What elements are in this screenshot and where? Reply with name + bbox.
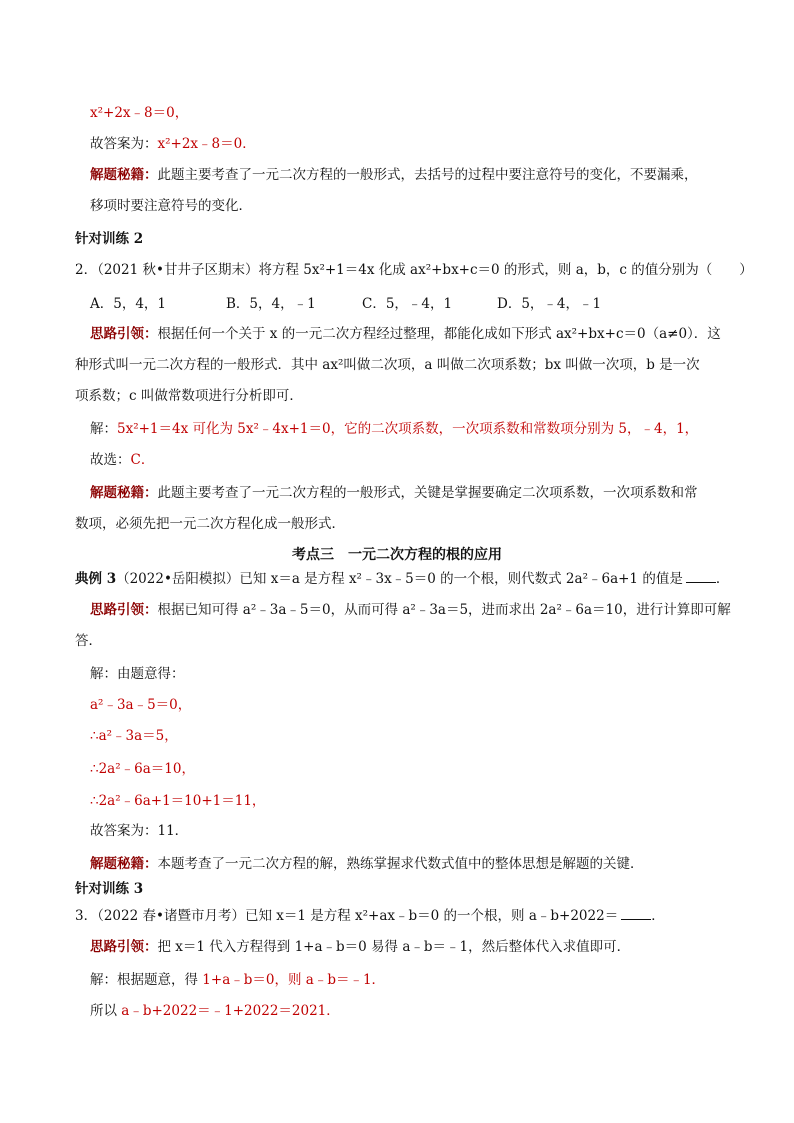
- example-end: ．: [715, 571, 730, 587]
- hint-label: 思路引领：: [90, 326, 158, 342]
- option-d: D．5，﹣4，﹣1: [497, 296, 602, 312]
- solution-3-line-2: a²﹣3a﹣5＝0，: [90, 697, 192, 713]
- secret-2-line-2: 数项，必须先把一元二次方程化成一般形式．: [75, 516, 345, 532]
- training-2-title: 针对训练 2: [75, 231, 144, 247]
- secret-label: 解题秘籍：: [90, 485, 158, 501]
- solution-3-line-1: 解：由题意得：: [90, 666, 185, 682]
- question-end: ．: [651, 908, 665, 924]
- final-text: a﹣b+2022＝﹣1+2022＝2021．: [121, 1003, 340, 1019]
- solution-3-line-6: 故答案为：11．: [90, 823, 189, 839]
- section-heading: 考点三 一元二次方程的根的应用: [292, 547, 502, 563]
- final-q3: [90, 1002, 340, 1020]
- answer-blank: [621, 907, 651, 920]
- hint-label: 思路引领：: [90, 602, 158, 618]
- solution-2: [90, 420, 698, 438]
- hint-2-line-1: [90, 325, 721, 343]
- option-b: B．5，4，﹣1: [226, 296, 316, 312]
- solution-text: 5x²+1＝4x 可化为 5x²﹣4x+1＝0，它的二次项系数，一次项系数和常数项分别为 5，﹣4，1，: [117, 421, 699, 437]
- secret-label: 解题秘籍：: [90, 167, 158, 183]
- hint-2-line-2: 种形式叫一元二次方程的一般形式．其中 ax²叫做二次项，a 叫做二次项系数；bx 叫做一次项，b 是一次: [75, 357, 700, 373]
- solution-3-line-4: ∴2a²﹣6a＝10，: [90, 761, 195, 777]
- choose-2: [90, 451, 154, 469]
- hint-label: 思路引领：: [90, 939, 158, 955]
- choose-value: C．: [130, 452, 155, 468]
- secret-label: 解题秘籍：: [90, 856, 158, 872]
- question-3: [75, 907, 665, 925]
- answer-line: [90, 135, 256, 153]
- solution-q3: [90, 971, 385, 989]
- hint-3-line-2: 答．: [75, 633, 102, 649]
- hint-text: 把 x＝1 代入方程得到 1+a﹣b＝0 易得 a﹣b＝﹣1，然后整体代入求值即可．: [157, 939, 631, 955]
- secret-paragraph-1: [90, 166, 698, 184]
- hint-2-line-3: 项系数；c 叫做常数项进行分析即可．: [75, 388, 303, 404]
- secret-text: 此题主要考查了一元二次方程的一般形式，关键是掌握要确定二次项系数，一次项系数和常: [157, 485, 698, 501]
- option-c: C．5，﹣4，1: [362, 296, 453, 312]
- training-3-title: 针对训练 3: [75, 881, 144, 897]
- equation-line: x²+2x﹣8＝0，: [90, 105, 189, 121]
- hint-text: 根据已知可得 a²﹣3a﹣5＝0，从而可得 a²﹣3a＝5，进而求出 2a²﹣6a＝10，进行计算即可解: [157, 602, 731, 618]
- secret-text: 本题考查了一元二次方程的解，熟练掌握求代数式值中的整体思想是解题的关键．: [157, 856, 644, 872]
- final-prefix: 所以: [90, 1003, 122, 1019]
- secret-3: [90, 855, 644, 873]
- solution-text: 1+a﹣b＝0，则 a﹣b＝﹣1．: [202, 972, 386, 988]
- example-3: [75, 570, 729, 588]
- hint-text: 根据任何一个关于 x 的一元二次方程经过整理，都能化成如下形式 ax²+bx+c＝0（a≠0）．这: [157, 326, 721, 342]
- answer-math: x²+2x﹣8＝0．: [157, 136, 256, 152]
- hint-q3: [90, 938, 630, 956]
- example-label: 典例 3: [75, 571, 117, 587]
- secret-2-line-1: [90, 484, 698, 502]
- answer-blank: [686, 570, 716, 583]
- question-text: 3．（2022 春•诸暨市月考）已知 x＝1 是方程 x²+ax﹣b＝0 的一个根，则 a﹣b+2022＝: [75, 908, 619, 924]
- solution-3-line-5: ∴2a²﹣6a+1＝10+1＝11，: [90, 793, 266, 809]
- solution-3-line-3: ∴a²﹣3a＝5，: [90, 728, 178, 744]
- hint-3-line-1: [90, 601, 731, 619]
- solution-prefix: 解：: [90, 421, 117, 437]
- question-2: 2．（2021 秋•甘井子区期末）将方程 5x²+1＝4x 化成 ax²+bx+c＝0 的形式，则 a，b，c 的值分别为（ ）: [75, 262, 753, 278]
- secret-text: 此题主要考查了一元二次方程的一般形式，去括号的过程中要注意符号的变化，不要漏乘，: [157, 167, 698, 183]
- answer-prefix: 故答案为：: [90, 136, 158, 152]
- example-text: （2022•岳阳模拟）已知 x＝a 是方程 x²﹣3x﹣5＝0 的一个根，则代数式 2a²﹣6a+1 的值是: [116, 571, 683, 587]
- option-a: A．5，4，1: [90, 296, 167, 312]
- solution-prefix: 解：根据题意，得: [90, 972, 203, 988]
- choose-prefix: 故选：: [90, 452, 131, 468]
- secret-paragraph-1-cont: 移项时要注意符号的变化．: [90, 198, 252, 214]
